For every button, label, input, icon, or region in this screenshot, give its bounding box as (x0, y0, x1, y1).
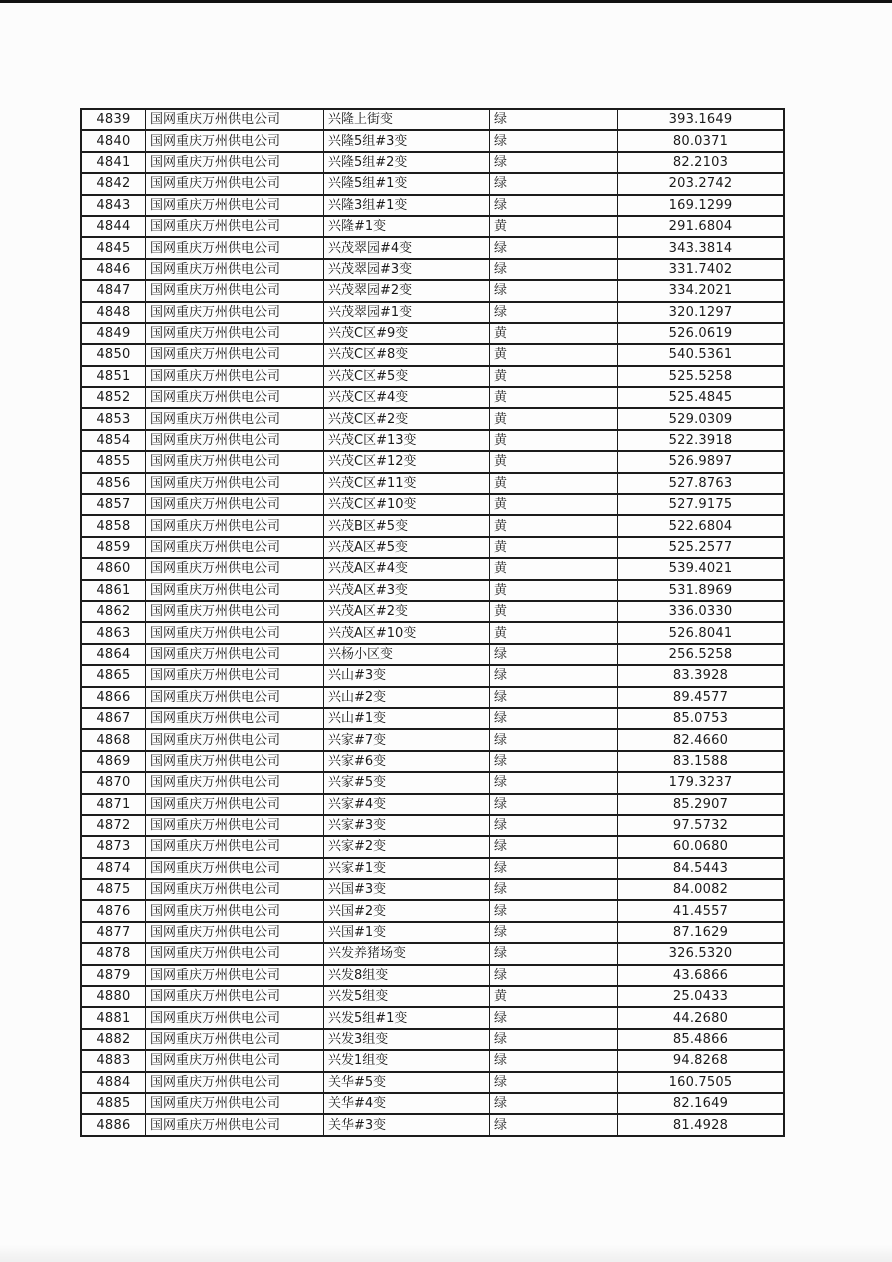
table-row (82, 538, 783, 559)
cell-status-color: 绿 (490, 260, 618, 279)
table-row (82, 431, 783, 452)
cell-station-name: 兴发5组#1变 (324, 1008, 490, 1027)
cell-station-name: 兴茂C区#5变 (324, 367, 490, 386)
cell-company-name: 国网重庆万州供电公司 (146, 1073, 324, 1092)
cell-row-number: 4874 (82, 859, 146, 878)
table-row (82, 688, 783, 709)
cell-station-name: 兴茂C区#4变 (324, 388, 490, 407)
table-row (82, 645, 783, 666)
cell-row-number: 4886 (82, 1115, 146, 1134)
cell-load-value: 525.5258 (668, 368, 733, 384)
cell-station-name: 兴隆5组#2变 (324, 153, 490, 172)
cell-station-name: 兴发养猪场变 (324, 944, 490, 963)
cell-company-name: 国网重庆万州供电公司 (146, 623, 324, 642)
cell-status-color: 黄 (490, 559, 618, 578)
cell-company-name: 国网重庆万州供电公司 (146, 859, 324, 878)
table-row (82, 1030, 783, 1051)
cell-row-number: 4881 (82, 1008, 146, 1027)
cell-station-name: 兴发3组变 (324, 1030, 490, 1049)
cell-load-value: 531.8969 (668, 582, 733, 598)
cell-row-number: 4867 (82, 709, 146, 728)
cell-company-name: 国网重庆万州供电公司 (146, 581, 324, 600)
cell-row-number: 4848 (82, 303, 146, 322)
cell-status-color: 绿 (490, 880, 618, 899)
cell-row-number: 4883 (82, 1051, 146, 1070)
cell-row-number: 4884 (82, 1073, 146, 1092)
table-row (82, 1115, 783, 1134)
cell-row-number: 4852 (82, 388, 146, 407)
cell-status-color: 绿 (490, 730, 618, 749)
cell-row-number: 4866 (82, 688, 146, 707)
table-row (82, 859, 783, 880)
cell-station-name: 兴山#2变 (324, 688, 490, 707)
cell-company-name: 国网重庆万州供电公司 (146, 110, 324, 129)
cell-status-color: 绿 (490, 1073, 618, 1092)
cell-station-name: 兴茂A区#10变 (324, 623, 490, 642)
cell-status-color: 绿 (490, 196, 618, 215)
cell-row-number: 4879 (82, 966, 146, 985)
cell-status-color: 绿 (490, 1115, 618, 1134)
cell-station-name: 兴国#3变 (324, 880, 490, 899)
cell-status-color: 绿 (490, 1008, 618, 1027)
cell-station-name: 兴发5组变 (324, 987, 490, 1006)
cell-company-name: 国网重庆万州供电公司 (146, 409, 324, 428)
cell-station-name: 兴发8组变 (324, 966, 490, 985)
table-row (82, 752, 783, 773)
cell-station-name: 兴山#1变 (324, 709, 490, 728)
cell-company-name: 国网重庆万州供电公司 (146, 645, 324, 664)
table-row (82, 1094, 783, 1115)
table-row (82, 666, 783, 687)
cell-company-name: 国网重庆万州供电公司 (146, 559, 324, 578)
cell-company-name: 国网重庆万州供电公司 (146, 666, 324, 685)
cell-row-number: 4851 (82, 367, 146, 386)
cell-station-name: 兴家#4变 (324, 795, 490, 814)
cell-company-name: 国网重庆万州供电公司 (146, 1115, 324, 1134)
cell-row-number: 4869 (82, 752, 146, 771)
cell-row-number: 4846 (82, 260, 146, 279)
cell-station-name: 兴国#2变 (324, 901, 490, 920)
table-row (82, 174, 783, 195)
cell-station-name: 兴发1组变 (324, 1051, 490, 1070)
cell-row-number: 4871 (82, 795, 146, 814)
cell-station-name: 兴茂翠园#3变 (324, 260, 490, 279)
cell-station-name: 兴茂B区#5变 (324, 516, 490, 535)
cell-station-name: 兴山#3变 (324, 666, 490, 685)
cell-status-color: 黄 (490, 581, 618, 600)
cell-row-number: 4885 (82, 1094, 146, 1113)
cell-company-name: 国网重庆万州供电公司 (146, 153, 324, 172)
cell-company-name: 国网重庆万州供电公司 (146, 1051, 324, 1070)
cell-load-value: 43.6866 (672, 967, 729, 983)
cell-status-color: 绿 (490, 281, 618, 300)
cell-company-name: 国网重庆万州供电公司 (146, 1030, 324, 1049)
cell-row-number: 4859 (82, 538, 146, 557)
cell-station-name: 兴家#2变 (324, 837, 490, 856)
cell-load-value: 82.4660 (672, 732, 729, 748)
cell-row-number: 4845 (82, 238, 146, 257)
cell-company-name: 国网重庆万州供电公司 (146, 131, 324, 150)
table-row (82, 795, 783, 816)
cell-row-number: 4850 (82, 345, 146, 364)
cell-station-name: 兴茂C区#13变 (324, 431, 490, 450)
cell-load-value: 539.4021 (668, 561, 733, 577)
cell-load-value: 256.5258 (668, 646, 733, 662)
cell-status-color: 黄 (490, 538, 618, 557)
cell-status-color: 黄 (490, 345, 618, 364)
cell-status-color: 绿 (490, 153, 618, 172)
cell-company-name: 国网重庆万州供电公司 (146, 901, 324, 920)
cell-status-color: 绿 (490, 837, 618, 856)
cell-status-color: 绿 (490, 773, 618, 792)
table-row (82, 987, 783, 1008)
cell-row-number: 4861 (82, 581, 146, 600)
cell-row-number: 4856 (82, 474, 146, 493)
cell-row-number: 4841 (82, 153, 146, 172)
cell-status-color: 绿 (490, 795, 618, 814)
cell-company-name: 国网重庆万州供电公司 (146, 388, 324, 407)
cell-load-value: 540.5361 (668, 347, 733, 363)
cell-row-number: 4880 (82, 987, 146, 1006)
cell-station-name: 兴隆3组#1变 (324, 196, 490, 215)
cell-load-value: 527.8763 (668, 475, 733, 491)
table-row (82, 131, 783, 152)
cell-station-name: 兴茂翠园#2变 (324, 281, 490, 300)
table-row (82, 923, 783, 944)
cell-row-number: 4842 (82, 174, 146, 193)
cell-status-color: 绿 (490, 1094, 618, 1113)
cell-load-value: 83.1588 (672, 753, 729, 769)
cell-row-number: 4849 (82, 324, 146, 343)
table-row (82, 730, 783, 751)
cell-load-value: 525.4845 (668, 390, 733, 406)
cell-status-color: 黄 (490, 516, 618, 535)
table-row (82, 217, 783, 238)
cell-row-number: 4864 (82, 645, 146, 664)
cell-company-name: 国网重庆万州供电公司 (146, 709, 324, 728)
cell-row-number: 4857 (82, 495, 146, 514)
cell-row-number: 4853 (82, 409, 146, 428)
cell-row-number: 4843 (82, 196, 146, 215)
cell-station-name: 兴茂A区#3变 (324, 581, 490, 600)
cell-status-color: 绿 (490, 923, 618, 942)
table-row (82, 303, 783, 324)
table-row (82, 452, 783, 473)
cell-status-color: 绿 (490, 859, 618, 878)
cell-company-name: 国网重庆万州供电公司 (146, 837, 324, 856)
table-row (82, 709, 783, 730)
table-row (82, 837, 783, 858)
table-row (82, 516, 783, 537)
cell-row-number: 4872 (82, 816, 146, 835)
cell-status-color: 黄 (490, 324, 618, 343)
cell-row-number: 4854 (82, 431, 146, 450)
cell-company-name: 国网重庆万州供电公司 (146, 217, 324, 236)
table-row (82, 1008, 783, 1029)
cell-load-value: 82.2103 (672, 154, 729, 170)
table-row (82, 281, 783, 302)
cell-company-name: 国网重庆万州供电公司 (146, 495, 324, 514)
table-row (82, 388, 783, 409)
cell-load-value: 326.5320 (668, 946, 733, 962)
cell-company-name: 国网重庆万州供电公司 (146, 174, 324, 193)
cell-status-color: 黄 (490, 452, 618, 471)
cell-row-number: 4877 (82, 923, 146, 942)
cell-company-name: 国网重庆万州供电公司 (146, 773, 324, 792)
cell-load-value: 80.0371 (672, 133, 729, 149)
cell-load-value: 526.9897 (668, 454, 733, 470)
cell-load-value: 89.4577 (672, 689, 729, 705)
table-row (82, 901, 783, 922)
cell-station-name: 兴茂C区#9变 (324, 324, 490, 343)
cell-load-value: 41.4557 (672, 903, 729, 919)
cell-row-number: 4840 (82, 131, 146, 150)
cell-row-number: 4873 (82, 837, 146, 856)
cell-status-color: 绿 (490, 238, 618, 257)
cell-station-name: 兴隆5组#3变 (324, 131, 490, 150)
cell-company-name: 国网重庆万州供电公司 (146, 1008, 324, 1027)
cell-row-number: 4844 (82, 217, 146, 236)
cell-station-name: 兴茂C区#2变 (324, 409, 490, 428)
cell-load-value: 97.5732 (672, 818, 729, 834)
cell-row-number: 4876 (82, 901, 146, 920)
cell-company-name: 国网重庆万州供电公司 (146, 816, 324, 835)
cell-company-name: 国网重庆万州供电公司 (146, 730, 324, 749)
cell-status-color: 黄 (490, 474, 618, 493)
cell-company-name: 国网重庆万州供电公司 (146, 1094, 324, 1113)
cell-status-color: 绿 (490, 1051, 618, 1070)
table-row (82, 260, 783, 281)
cell-company-name: 国网重庆万州供电公司 (146, 196, 324, 215)
cell-station-name: 兴家#6变 (324, 752, 490, 771)
cell-status-color: 黄 (490, 409, 618, 428)
cell-load-value: 169.1299 (668, 197, 733, 213)
cell-load-value: 343.3814 (668, 240, 733, 256)
table-row (82, 238, 783, 259)
cell-load-value: 525.2577 (668, 540, 733, 555)
table-row (82, 153, 783, 174)
cell-load-value: 85.0753 (672, 711, 729, 727)
cell-load-value: 331.7402 (668, 261, 733, 277)
cell-load-value: 526.0619 (668, 326, 733, 342)
cell-status-color: 绿 (490, 645, 618, 664)
cell-station-name: 兴茂翠园#1变 (324, 303, 490, 322)
cell-station-name: 兴家#1变 (324, 859, 490, 878)
table-row (82, 816, 783, 837)
table-row (82, 944, 783, 965)
table-row (82, 495, 783, 516)
cell-load-value: 393.1649 (668, 112, 733, 128)
cell-status-color: 黄 (490, 388, 618, 407)
cell-company-name: 国网重庆万州供电公司 (146, 752, 324, 771)
cell-load-value: 85.4866 (672, 1031, 729, 1047)
cell-row-number: 4858 (82, 516, 146, 535)
cell-company-name: 国网重庆万州供电公司 (146, 474, 324, 493)
cell-status-color: 绿 (490, 752, 618, 771)
cell-station-name: 兴茂C区#10变 (324, 495, 490, 514)
cell-load-value: 291.6804 (668, 219, 733, 235)
cell-station-name: 兴国#1变 (324, 923, 490, 942)
cell-station-name: 兴茂A区#2变 (324, 602, 490, 621)
cell-row-number: 4860 (82, 559, 146, 578)
cell-station-name: 兴家#5变 (324, 773, 490, 792)
cell-company-name: 国网重庆万州供电公司 (146, 795, 324, 814)
cell-row-number: 4863 (82, 623, 146, 642)
cell-station-name: 兴隆5组#1变 (324, 174, 490, 193)
cell-station-name: 兴隆上街变 (324, 110, 490, 129)
cell-row-number: 4878 (82, 944, 146, 963)
cell-status-color: 黄 (490, 987, 618, 1006)
table-row (82, 196, 783, 217)
table-row (82, 966, 783, 987)
page-top-rule (0, 0, 892, 3)
cell-load-value: 94.8268 (672, 1053, 729, 1069)
cell-status-color: 绿 (490, 688, 618, 707)
scan-shadow (0, 1244, 892, 1262)
cell-station-name: 兴家#7变 (324, 730, 490, 749)
cell-company-name: 国网重庆万州供电公司 (146, 367, 324, 386)
cell-load-value: 84.0082 (672, 882, 729, 898)
cell-load-value: 529.0309 (668, 411, 733, 427)
cell-station-name: 兴隆#1变 (324, 217, 490, 236)
cell-load-value: 60.0680 (672, 839, 729, 855)
cell-station-name: 兴茂翠园#4变 (324, 238, 490, 257)
cell-load-value: 25.0433 (672, 989, 729, 1005)
cell-load-value: 44.2680 (672, 1010, 729, 1026)
cell-company-name: 国网重庆万州供电公司 (146, 602, 324, 621)
cell-row-number: 4862 (82, 602, 146, 621)
cell-row-number: 4882 (82, 1030, 146, 1049)
table-row (82, 581, 783, 602)
cell-row-number: 4868 (82, 730, 146, 749)
cell-status-color: 绿 (490, 944, 618, 963)
cell-load-value: 83.3928 (672, 668, 729, 684)
cell-station-name: 兴茂C区#8变 (324, 345, 490, 364)
table-row (82, 880, 783, 901)
cell-load-value: 81.4928 (672, 1117, 729, 1133)
cell-row-number: 4847 (82, 281, 146, 300)
cell-company-name: 国网重庆万州供电公司 (146, 987, 324, 1006)
cell-status-color: 绿 (490, 666, 618, 685)
table-row (82, 324, 783, 345)
table-row (82, 474, 783, 495)
cell-load-value: 84.5443 (672, 860, 729, 876)
cell-load-value: 87.1629 (672, 925, 729, 941)
table-row (82, 602, 783, 623)
cell-company-name: 国网重庆万州供电公司 (146, 303, 324, 322)
cell-station-name: 关华#3变 (324, 1115, 490, 1134)
cell-status-color: 黄 (490, 602, 618, 621)
cell-load-value: 82.1649 (672, 1096, 729, 1112)
table-row (82, 345, 783, 366)
cell-company-name: 国网重庆万州供电公司 (146, 538, 324, 557)
cell-status-color: 绿 (490, 709, 618, 728)
substation-load-table (80, 108, 785, 1137)
cell-company-name: 国网重庆万州供电公司 (146, 238, 324, 257)
cell-station-name: 兴杨小区变 (324, 645, 490, 664)
cell-company-name: 国网重庆万州供电公司 (146, 260, 324, 279)
table-row (82, 1073, 783, 1094)
cell-row-number: 4870 (82, 773, 146, 792)
table-row (82, 559, 783, 580)
table-row (82, 367, 783, 388)
cell-load-value: 334.2021 (668, 283, 733, 299)
cell-load-value: 179.3237 (668, 775, 733, 791)
cell-company-name: 国网重庆万州供电公司 (146, 345, 324, 364)
cell-load-value: 526.8041 (668, 625, 733, 641)
cell-load-value: 527.9175 (668, 497, 733, 513)
cell-company-name: 国网重庆万州供电公司 (146, 516, 324, 535)
cell-status-color: 绿 (490, 816, 618, 835)
table-row (82, 110, 783, 131)
cell-status-color: 绿 (490, 303, 618, 322)
table-row (82, 623, 783, 644)
cell-company-name: 国网重庆万州供电公司 (146, 966, 324, 985)
cell-company-name: 国网重庆万州供电公司 (146, 688, 324, 707)
cell-status-color: 绿 (490, 110, 618, 129)
cell-status-color: 绿 (490, 966, 618, 985)
cell-company-name: 国网重庆万州供电公司 (146, 324, 324, 343)
cell-row-number: 4865 (82, 666, 146, 685)
cell-company-name: 国网重庆万州供电公司 (146, 452, 324, 471)
cell-station-name: 关华#4变 (324, 1094, 490, 1113)
cell-station-name: 兴茂A区#5变 (324, 538, 490, 557)
cell-status-color: 黄 (490, 623, 618, 642)
cell-status-color: 绿 (490, 131, 618, 150)
cell-load-value: 320.1297 (668, 304, 733, 320)
cell-load-value: 522.6804 (668, 518, 733, 534)
cell-station-name: 兴茂C区#11变 (324, 474, 490, 493)
cell-load-value: 522.3918 (668, 433, 733, 449)
cell-company-name: 国网重庆万州供电公司 (146, 431, 324, 450)
cell-status-color: 绿 (490, 1030, 618, 1049)
cell-status-color: 黄 (490, 367, 618, 386)
cell-status-color: 黄 (490, 495, 618, 514)
table-row (82, 1051, 783, 1072)
cell-status-color: 绿 (490, 174, 618, 193)
cell-station-name: 兴茂C区#12变 (324, 452, 490, 471)
cell-company-name: 国网重庆万州供电公司 (146, 281, 324, 300)
cell-station-name: 关华#5变 (324, 1073, 490, 1092)
cell-load-value: 85.2907 (672, 796, 729, 812)
cell-row-number: 4839 (82, 110, 146, 129)
cell-load-value: 203.2742 (668, 176, 733, 192)
cell-station-name: 兴家#3变 (324, 816, 490, 835)
cell-status-color: 绿 (490, 901, 618, 920)
cell-row-number: 4855 (82, 452, 146, 471)
cell-status-color: 黄 (490, 431, 618, 450)
cell-status-color: 黄 (490, 217, 618, 236)
cell-load-value: 336.0330 (668, 604, 733, 620)
cell-company-name: 国网重庆万州供电公司 (146, 880, 324, 899)
table-row (82, 409, 783, 430)
cell-station-name: 兴茂A区#4变 (324, 559, 490, 578)
cell-company-name: 国网重庆万州供电公司 (146, 923, 324, 942)
table-row (82, 773, 783, 794)
cell-row-number: 4875 (82, 880, 146, 899)
cell-load-value: 160.7505 (668, 1074, 733, 1090)
cell-company-name: 国网重庆万州供电公司 (146, 944, 324, 963)
